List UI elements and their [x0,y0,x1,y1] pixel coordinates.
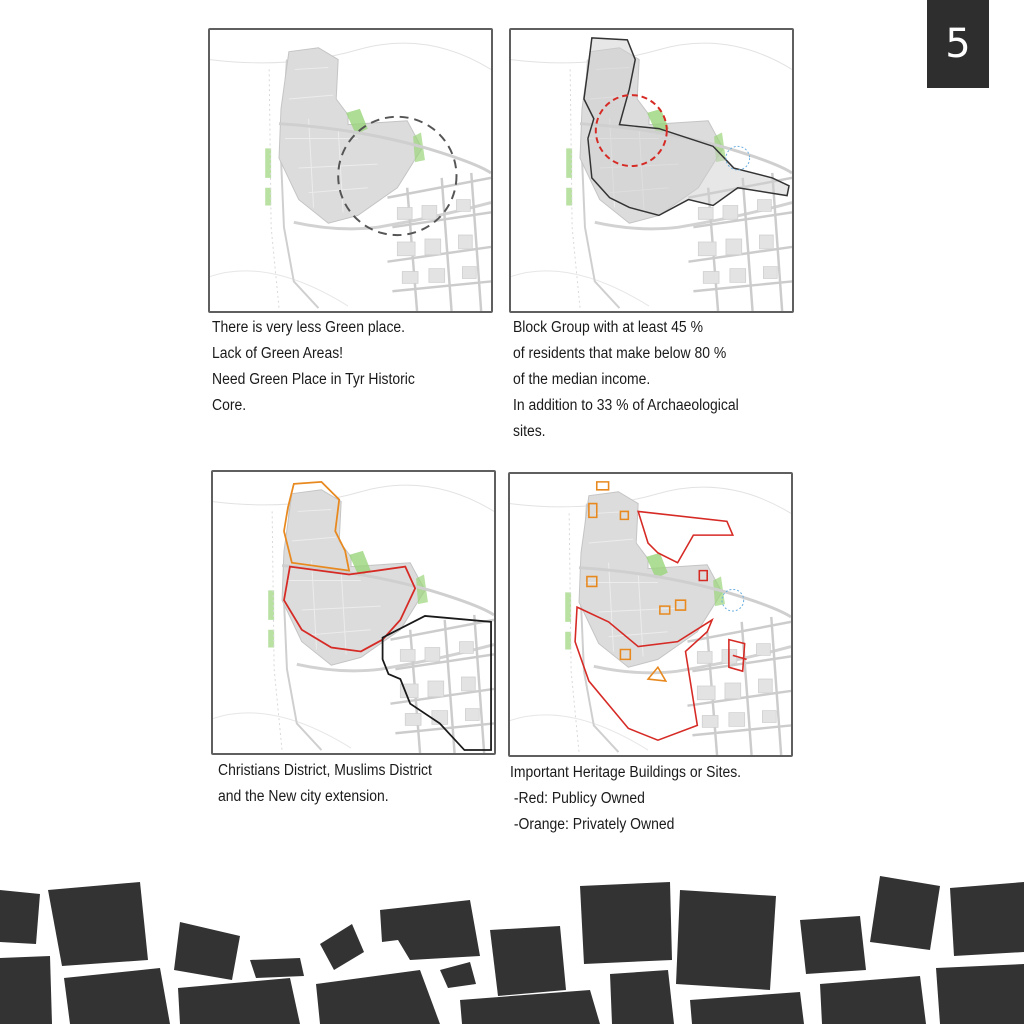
caption-districts [218,758,432,810]
map-panel-block-group [509,28,794,313]
map-panel-districts [211,470,496,755]
caption-line: of the median income. [513,371,651,388]
caption-line: Block Group with at least 45 % [513,319,703,336]
caption-line: Christians District, Muslims District [218,762,432,779]
caption-line: sites. [513,423,546,440]
private-site [597,482,609,490]
caption-line: -Red: Publicy Owned [510,790,645,807]
caption-line: Need Green Place in Tyr Historic [212,371,415,388]
caption-line: There is very less Green place. [212,319,406,336]
map-green-areas [210,30,491,311]
caption-block-group [513,315,739,445]
map-block-group [511,30,792,311]
caption-green-areas [212,315,415,419]
caption-line: of residents that make below 80 % [513,345,727,362]
caption-line: In addition to 33 % of Archaeological [513,397,739,414]
caption-line: Important Heritage Buildings or Sites. [510,764,742,781]
map-districts [213,472,494,753]
map-panel-heritage [508,472,793,757]
figure-ground-footer [0,860,1024,1024]
map-heritage [510,474,791,755]
map-panel-green-areas [208,28,493,313]
caption-line: and the New city extension. [218,788,389,805]
caption-line: Core. [212,397,247,414]
caption-line: -Orange: Privately Owned [510,816,675,833]
page-number: 5 [927,0,989,88]
caption-heritage [510,760,741,838]
caption-line: Lack of Green Areas! [212,345,344,362]
